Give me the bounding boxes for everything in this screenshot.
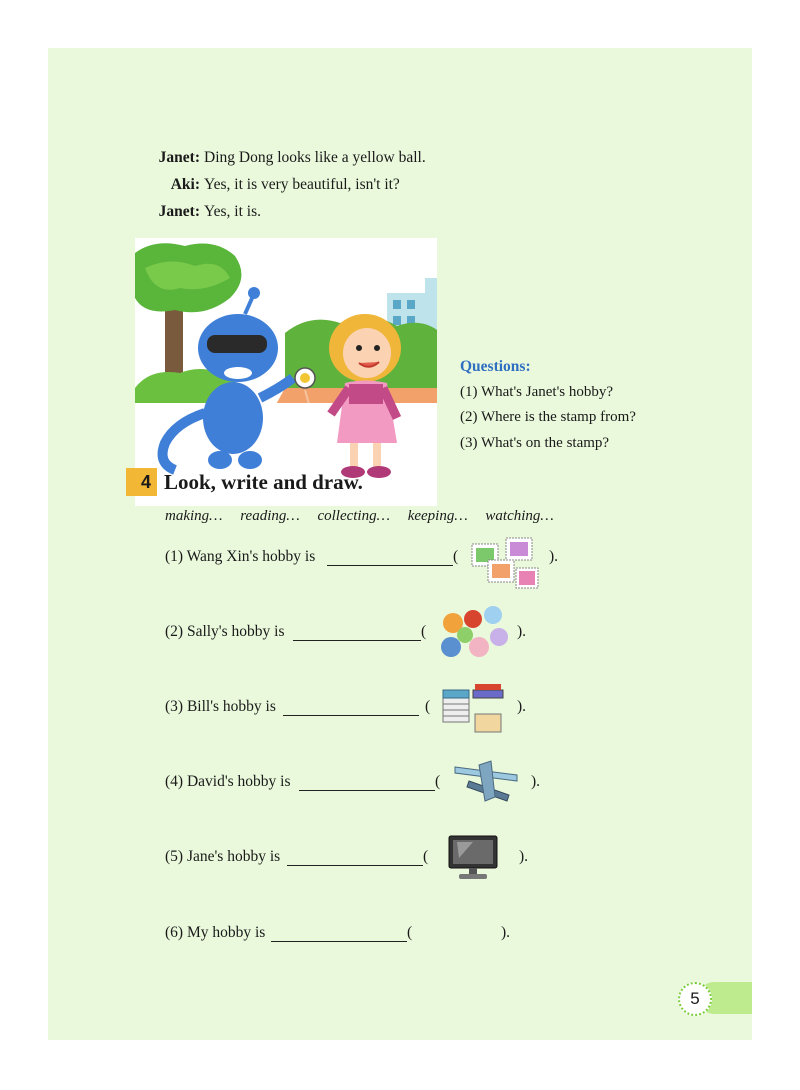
dialogue-line [152, 144, 426, 171]
page-number: 5 [678, 982, 712, 1016]
questions-box [460, 354, 636, 456]
books-icon [439, 682, 509, 738]
open-paren: ( [435, 773, 441, 790]
open-paren: ( [453, 548, 459, 565]
word-bank-item: reading… [240, 508, 300, 524]
close-paren: ). [531, 773, 541, 790]
word-bank-item: making… [165, 508, 223, 524]
exercise-prompt: (2) Sally's hobby is [165, 623, 285, 640]
question-item: (1) What's Janet's hobby? [460, 383, 614, 400]
question-item: (3) What's on the stamp? [460, 434, 610, 451]
open-paren: ( [423, 848, 429, 865]
textbook-page [48, 48, 752, 1040]
park-scene-image [135, 238, 437, 506]
dialogue-text: Yes, it is. [204, 203, 262, 220]
answer-blank[interactable] [327, 551, 453, 566]
exercise-prompt: (1) Wang Xin's hobby is [165, 548, 316, 565]
dialogue [152, 144, 426, 225]
stamps-icon [468, 536, 552, 594]
cartoon-scene-illustration [135, 238, 437, 506]
speaker-name: Aki: [170, 176, 200, 193]
toy-animals-icon [435, 603, 511, 667]
open-paren: ( [425, 698, 431, 715]
exercise-prompt: (4) David's hobby is [165, 773, 291, 790]
open-paren: ( [421, 623, 427, 640]
section-number: 4 [126, 468, 157, 496]
speaker-name: Janet: [158, 149, 200, 166]
answer-blank[interactable] [287, 851, 423, 866]
questions-title: Questions: [460, 358, 531, 375]
word-bank [165, 508, 568, 525]
open-paren: ( [407, 924, 413, 941]
exercise-prompt: (5) Jane's hobby is [165, 848, 281, 865]
dialogue-line [152, 198, 426, 225]
question-item: (2) Where is the stamp from? [460, 409, 636, 425]
speaker-name: Janet: [158, 203, 200, 220]
close-paren: ). [517, 623, 527, 640]
dialogue-text: Yes, it is very beautiful, isn't it? [204, 176, 400, 193]
tv-icon [443, 834, 503, 884]
section-title: Look, write and draw. [164, 470, 363, 494]
answer-blank[interactable] [271, 927, 407, 942]
word-bank-item: keeping… [407, 508, 468, 524]
word-bank-item: watching… [485, 508, 554, 524]
drawing-area[interactable] [415, 914, 501, 950]
answer-blank[interactable] [293, 626, 421, 641]
close-paren: ). [549, 548, 559, 565]
answer-blank[interactable] [283, 701, 419, 716]
word-bank-item: collecting… [317, 508, 390, 524]
close-paren: ). [517, 698, 527, 715]
close-paren: ). [501, 924, 511, 941]
exercise-prompt: (6) My hobby is [165, 924, 266, 941]
answer-blank[interactable] [299, 776, 435, 791]
dialogue-line [152, 171, 426, 198]
dialogue-text: Ding Dong looks like a yellow ball. [204, 149, 426, 166]
exercise-prompt: (3) Bill's hobby is [165, 698, 276, 715]
close-paren: ). [519, 848, 529, 865]
model-plane-icon [449, 757, 523, 805]
